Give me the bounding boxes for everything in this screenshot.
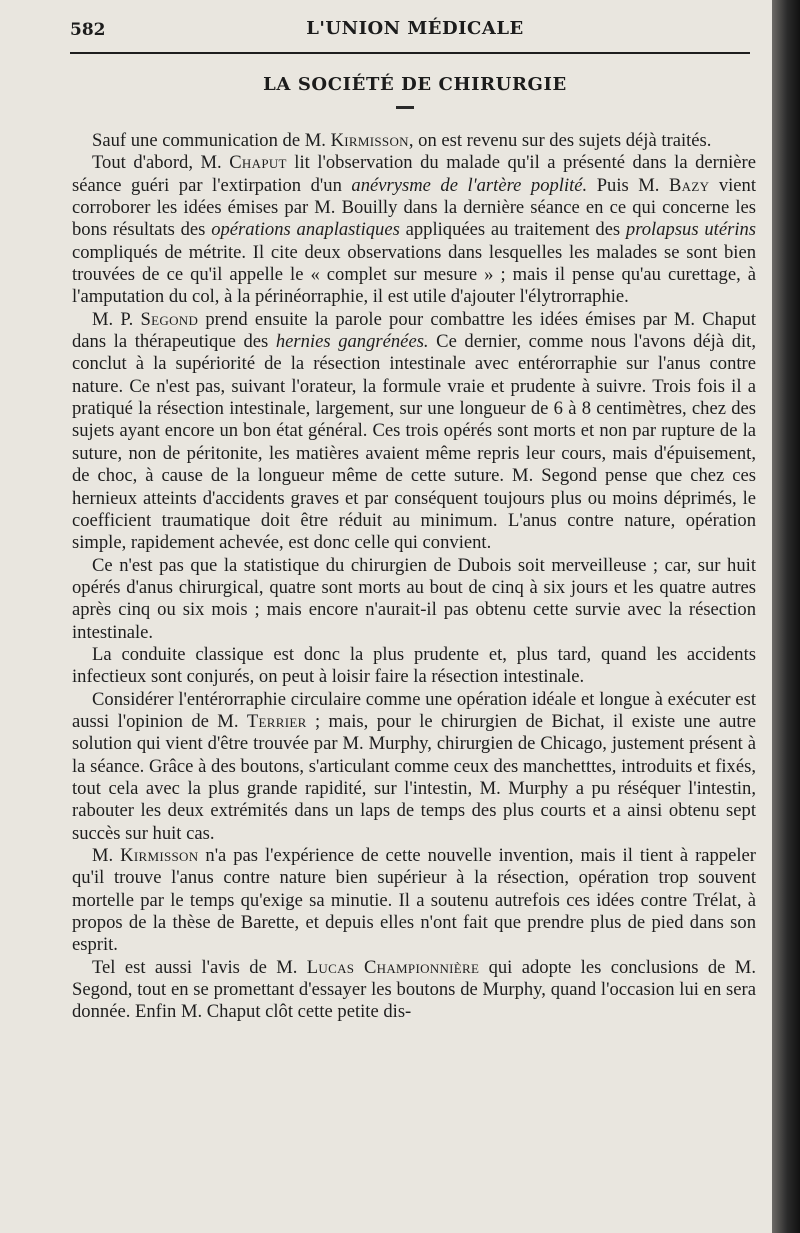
italic-term: anévrysme de l'artère poplité. — [351, 174, 588, 196]
author-name: Kirmisson — [330, 130, 409, 151]
paragraph — [72, 309, 756, 555]
text-run: Tel est aussi l'avis de M. — [92, 956, 307, 978]
page-number: 582 — [70, 20, 106, 40]
italic-term: prolapsus utérins — [625, 219, 757, 241]
text-run: ; mais, pour le chirurgien de Bichat, il existe une autre solution qui vient d'être trouvée par M. Murphy, chirurgien de Chicago, justement présent à la séance. Grâce à des boutons, s'articulant comme ceux des manchetttes, introduits et fixés, tout cela avec la plus grande rapidité, sur l'intestin, M. Murphy a pu réséquer l'intestin, rabouter les deux extrémités dans un laps de temps des plus courts et a ainsi obtenu sept succès sur huit cas. — [72, 710, 756, 844]
text-run: qui adopte les conclusions de M. Segond, tout en se promettant d'essayer les boutons de Murphy, quand l'occasion lui en sera donnée. Enfin M. Chaput clôt cette petite dis- — [72, 956, 756, 1023]
author-name: Terrier — [246, 710, 307, 732]
text-run: Tout d'abord, M. — [92, 152, 230, 174]
paragraph — [72, 845, 756, 957]
text-run: n'a pas l'expérience de cette nouvelle invention, mais il tient à rappeler qu'il trouve l'anus contre nature bien supérieur à la résection, opération trop souvent mortelle par le temps qu'exige sa minutie. Il a soutenu autrefois ces idées contre Trélat, à propos de la thèse de Barette, et depuis elles n'ont fait que prendre plus de pied dans son esprit. — [72, 845, 756, 956]
text-run: Ce n'est pas que la statistique du chirurgien de Dubois soit merveilleuse ; car, sur huit opérés d'anus chirurgical, quatre sont morts au bout de cinq à six jours et les quatre autres après cinq ou six mois ; mais encore n'aurait-il pas obtenu cette survie avec la résection intestinale. — [72, 554, 756, 643]
author-name: Segond — [140, 308, 199, 330]
text-run: M. — [92, 845, 121, 866]
paragraph — [72, 957, 756, 1024]
paragraph — [72, 555, 756, 644]
binding-shadow — [772, 0, 800, 1233]
text-run: lit l'observation du malade qu'il a présenté dans la dernière séance guéri par l'extirpation d'un — [72, 152, 757, 196]
text-run: compliqués de métrite. Il cite deux observations dans lesquelles les malades se sont bien trouvées de ce qu'il appelle le « complet sur mesure » ; mais il pense qu'au curettage, à l'amputation du col, à la périnéorraphie, il est utile d'ajouter l'élytrorraphie. — [72, 241, 756, 308]
italic-term: hernies gangrénées. — [275, 331, 429, 353]
header-rule — [70, 52, 750, 54]
article-body — [72, 130, 756, 1024]
author-name: Kirmisson — [120, 845, 199, 866]
page-header — [70, 14, 760, 48]
paragraph — [72, 644, 756, 689]
text-run: Sauf une communication de M. — [92, 130, 331, 151]
title-ornament — [396, 106, 414, 109]
paragraph — [72, 152, 756, 308]
paragraph — [72, 130, 756, 152]
author-name: Bazy — [668, 174, 710, 196]
text-run: Ce dernier, comme nous l'avons déjà dit, conclut à la supériorité de la résection intestinale avec entérorraphie sur l'anus contre nature. Ce n'est pas, suivant l'orateur, la formule vraie et prudente à suivre. Trois fois il a pratiqué la résection intestinale, largement, sur une longueur de 6 à 8 centimètres, chez des sujets ayant encore un bon état général. Ces trois opérés sont morts et non par rupture de la suture, non de péritonite, les matières avaient même repris leur cours, mais d'épuisement, de choc, à cause de la longueur même de cette suture. M. Segond pense que chez ces hernieux atteints d'accidents graves et par conséquent toujours plus ou moins déprimés, le coefficient traumatique doit être réduit au minimum. L'anus contre nature, opération simple, rapidement achevée, est donc celle qui convient. — [72, 331, 756, 554]
text-run: Considérer l'entérorraphie circulaire comme une opération idéale et longue à exécuter est aussi l'opinion de M. — [72, 688, 756, 732]
paragraph — [72, 689, 756, 845]
section-title: LA SOCIÉTÉ DE CHIRURGIE — [263, 74, 567, 95]
italic-term: opérations anaplastiques — [211, 219, 400, 241]
text-run: La conduite classique est donc la plus prudente et, plus tard, quand les accidents infectieux sont conjurés, on peut à loisir faire la résection intestinale. — [72, 643, 756, 688]
text-run: , on est revenu sur des sujets déjà traités. — [408, 130, 712, 151]
author-name: Lucas Championnière — [306, 956, 480, 978]
text-run: prend ensuite la parole pour combattre les idées émises par M. Chaput dans la thérapeutique des — [72, 308, 756, 353]
text-run: Puis M. — [587, 174, 669, 196]
text-run: appliquées au traitement des — [399, 219, 626, 241]
running-title: L'UNION MÉDICALE — [306, 18, 524, 39]
text-run: M. P. — [92, 308, 141, 330]
author-name: Chaput — [229, 152, 287, 174]
text-run: vient corroborer les idées émises par M. Bouilly dans la dernière séance en ce qui concerne les bons résultats des — [72, 174, 756, 241]
